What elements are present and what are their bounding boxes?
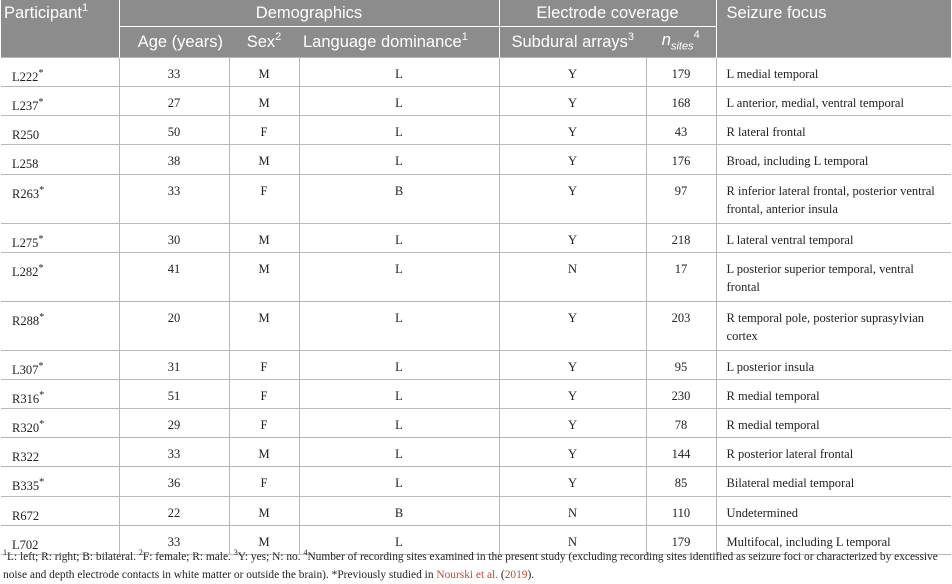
table-row	[1, 145, 951, 174]
n-sites-cell: 43	[646, 116, 716, 145]
seizure-focus-cell: R lateral frontal	[716, 116, 951, 145]
subdural-arrays-cell: Y	[499, 409, 646, 438]
table-row	[1, 350, 951, 379]
age-cell: 30	[119, 223, 229, 252]
age-cell: 33	[119, 174, 229, 223]
subdural-arrays-cell: Y	[499, 223, 646, 252]
participant-id-cell	[1, 301, 119, 350]
previously-studied-marker: *	[38, 97, 44, 109]
sex-cell: F	[229, 350, 299, 379]
n-sites-cell: 168	[646, 87, 716, 116]
n-sites-cell: 95	[646, 350, 716, 379]
citation-link[interactable]: Nourski et al.	[436, 569, 499, 581]
n-sites-cell: 97	[646, 174, 716, 223]
subdural-arrays-cell: Y	[499, 301, 646, 350]
participant-id-cell	[1, 116, 119, 145]
sex-cell: M	[229, 252, 299, 301]
age-cell: 41	[119, 252, 229, 301]
sex-cell: F	[229, 174, 299, 223]
n-sites-cell: 179	[646, 525, 716, 554]
seizure-focus-cell: Multifocal, including L temporal	[716, 525, 951, 554]
age-cell: 38	[119, 145, 229, 174]
n-sites-cell: 179	[646, 58, 716, 87]
seizure-focus-cell: R posterior lateral frontal	[716, 438, 951, 467]
subdural-arrays-cell: Y	[499, 87, 646, 116]
subdural-arrays-cell: Y	[499, 467, 646, 496]
participant-id-cell	[1, 58, 119, 87]
seizure-focus-cell: Undetermined	[716, 496, 951, 525]
sex-cell: F	[229, 409, 299, 438]
language-dominance-cell: L	[299, 379, 499, 408]
table-body	[1, 58, 951, 555]
previously-studied-marker: *	[39, 184, 45, 196]
participant-id: L275	[12, 235, 39, 250]
table-row	[1, 174, 951, 223]
participant-id: R288	[12, 313, 40, 328]
participants-table	[1, 0, 951, 555]
subdural-arrays-cell: Y	[499, 145, 646, 174]
n-sites-cell: 218	[646, 223, 716, 252]
age-cell: 33	[119, 438, 229, 467]
subdural-arrays-cell: Y	[499, 58, 646, 87]
sex-cell: M	[229, 58, 299, 87]
n-sites-cell: 230	[646, 379, 716, 408]
previously-studied-marker: *	[39, 389, 45, 401]
n-sites-cell: 78	[646, 409, 716, 438]
age-cell: 22	[119, 496, 229, 525]
subdural-arrays-cell: Y	[499, 116, 646, 145]
subdural-arrays-cell: N	[499, 252, 646, 301]
participant-id: L222	[12, 70, 39, 85]
participant-id-cell	[1, 409, 119, 438]
language-dominance-cell: B	[299, 174, 499, 223]
previously-studied-marker: *	[38, 360, 44, 372]
participant-id-cell	[1, 379, 119, 408]
sex-cell: F	[229, 379, 299, 408]
seizure-focus-cell: L lateral ventral temporal	[716, 223, 951, 252]
participant-id: B335	[12, 479, 40, 494]
participant-id: R672	[12, 508, 40, 523]
language-dominance-cell: L	[299, 525, 499, 554]
subdural-arrays-cell: Y	[499, 379, 646, 408]
language-dominance-cell: L	[299, 409, 499, 438]
sex-cell: M	[229, 496, 299, 525]
participant-id-cell	[1, 174, 119, 223]
n-sites-cell: 17	[646, 252, 716, 301]
sex-cell: M	[229, 525, 299, 554]
language-dominance-cell: L	[299, 438, 499, 467]
seizure-focus-cell: L medial temporal	[716, 58, 951, 87]
language-dominance-cell: B	[299, 496, 499, 525]
seizure-focus-cell: L posterior insula	[716, 350, 951, 379]
header-participant: Participant$^1$	[1, 0, 119, 58]
header-n-sites: $n_{sites}^4$	[646, 27, 716, 58]
language-dominance-cell: L	[299, 58, 499, 87]
table-row	[1, 496, 951, 525]
age-cell: 20	[119, 301, 229, 350]
sex-cell: F	[229, 467, 299, 496]
header-seizure-focus: Seizure focus	[716, 0, 951, 58]
sex-cell: M	[229, 438, 299, 467]
age-cell: 31	[119, 350, 229, 379]
participant-id-cell	[1, 252, 119, 301]
participant-id: R263	[12, 186, 40, 201]
participant-id: R322	[12, 450, 40, 465]
age-cell: 36	[119, 467, 229, 496]
subdural-arrays-cell: Y	[499, 350, 646, 379]
sex-cell: M	[229, 301, 299, 350]
age-cell: 51	[119, 379, 229, 408]
previously-studied-marker: *	[38, 262, 44, 274]
sex-cell: F	[229, 116, 299, 145]
language-dominance-cell: L	[299, 223, 499, 252]
language-dominance-cell: L	[299, 301, 499, 350]
subdural-arrays-cell: Y	[499, 438, 646, 467]
age-cell: 33	[119, 525, 229, 554]
participant-id: L307	[12, 362, 39, 377]
table-footnote: $^1$L: left; R: right; B: bilateral. $^2$F: female; R: male. $^3$Y: yes; N: no. $^4$Number of recording sites examined in the present study (excluding recording sites identified as seizure foci or characterized by excessive noise and depth electrode contacts in white matter or outside the brain). *Previously studied in Nourski et al. (2019).	[3, 548, 938, 581]
seizure-focus-cell: Broad, including L temporal	[716, 145, 951, 174]
sex-cell: M	[229, 223, 299, 252]
language-dominance-cell: L	[299, 467, 499, 496]
table-row	[1, 301, 951, 350]
n-sites-cell: 85	[646, 467, 716, 496]
n-sites-cell: 144	[646, 438, 716, 467]
sex-cell: M	[229, 145, 299, 174]
table-header	[1, 0, 951, 58]
participant-id: L258	[12, 157, 39, 172]
previously-studied-marker: *	[39, 419, 45, 431]
header-electrode-coverage: Electrode coverage	[499, 0, 716, 27]
header-language-dominance: Language dominance$^1$	[299, 27, 499, 58]
participant-id-cell	[1, 87, 119, 116]
sex-cell: M	[229, 87, 299, 116]
seizure-focus-cell: R medial temporal	[716, 379, 951, 408]
seizure-focus-cell: R temporal pole, posterior suprasylvian cortex	[716, 301, 951, 350]
header-sex: Sex$^2$	[229, 27, 299, 58]
n-sites-cell: 110	[646, 496, 716, 525]
table-row	[1, 467, 951, 496]
previously-studied-marker: *	[38, 68, 44, 79]
participant-id-cell	[1, 467, 119, 496]
previously-studied-marker: *	[39, 477, 45, 489]
seizure-focus-cell: R inferior lateral frontal, posterior ventral frontal, anterior insula	[716, 174, 951, 223]
table-row	[1, 252, 951, 301]
table-row	[1, 409, 951, 438]
seizure-focus-cell: R medial temporal	[716, 409, 951, 438]
previously-studied-marker: *	[39, 311, 45, 323]
seizure-focus-cell: L posterior superior temporal, ventral frontal	[716, 252, 951, 301]
table-row	[1, 58, 951, 87]
age-cell: 29	[119, 409, 229, 438]
age-cell: 50	[119, 116, 229, 145]
participant-id-cell	[1, 223, 119, 252]
header-subdural-arrays: Subdural arrays$^3$	[499, 27, 646, 58]
participant-id-cell	[1, 350, 119, 379]
participant-id-cell	[1, 496, 119, 525]
age-cell: 33	[119, 58, 229, 87]
participant-id-cell	[1, 438, 119, 467]
participant-id: L237	[12, 99, 39, 114]
table-row	[1, 438, 951, 467]
n-sites-cell: 176	[646, 145, 716, 174]
citation-year-link[interactable]: 2019	[504, 569, 528, 581]
table-row	[1, 223, 951, 252]
language-dominance-cell: L	[299, 116, 499, 145]
header-demographics: Demographics	[119, 0, 499, 27]
participant-id: L702	[12, 537, 39, 552]
participant-id: R316	[12, 392, 40, 407]
n-sites-cell: 203	[646, 301, 716, 350]
age-cell: 27	[119, 87, 229, 116]
header-age: Age (years)	[119, 27, 229, 58]
previously-studied-marker: *	[38, 233, 44, 245]
seizure-focus-cell: Bilateral medial temporal	[716, 467, 951, 496]
subdural-arrays-cell: N	[499, 496, 646, 525]
language-dominance-cell: L	[299, 350, 499, 379]
language-dominance-cell: L	[299, 145, 499, 174]
language-dominance-cell: L	[299, 252, 499, 301]
participant-id: R320	[12, 421, 40, 436]
table-row	[1, 87, 951, 116]
table-row	[1, 379, 951, 408]
participant-id: L282	[12, 264, 39, 279]
table-row	[1, 116, 951, 145]
participant-id: R250	[12, 128, 40, 143]
seizure-focus-cell: L anterior, medial, ventral temporal	[716, 87, 951, 116]
language-dominance-cell: L	[299, 87, 499, 116]
subdural-arrays-cell: Y	[499, 174, 646, 223]
subdural-arrays-cell: N	[499, 525, 646, 554]
participant-id-cell	[1, 145, 119, 174]
